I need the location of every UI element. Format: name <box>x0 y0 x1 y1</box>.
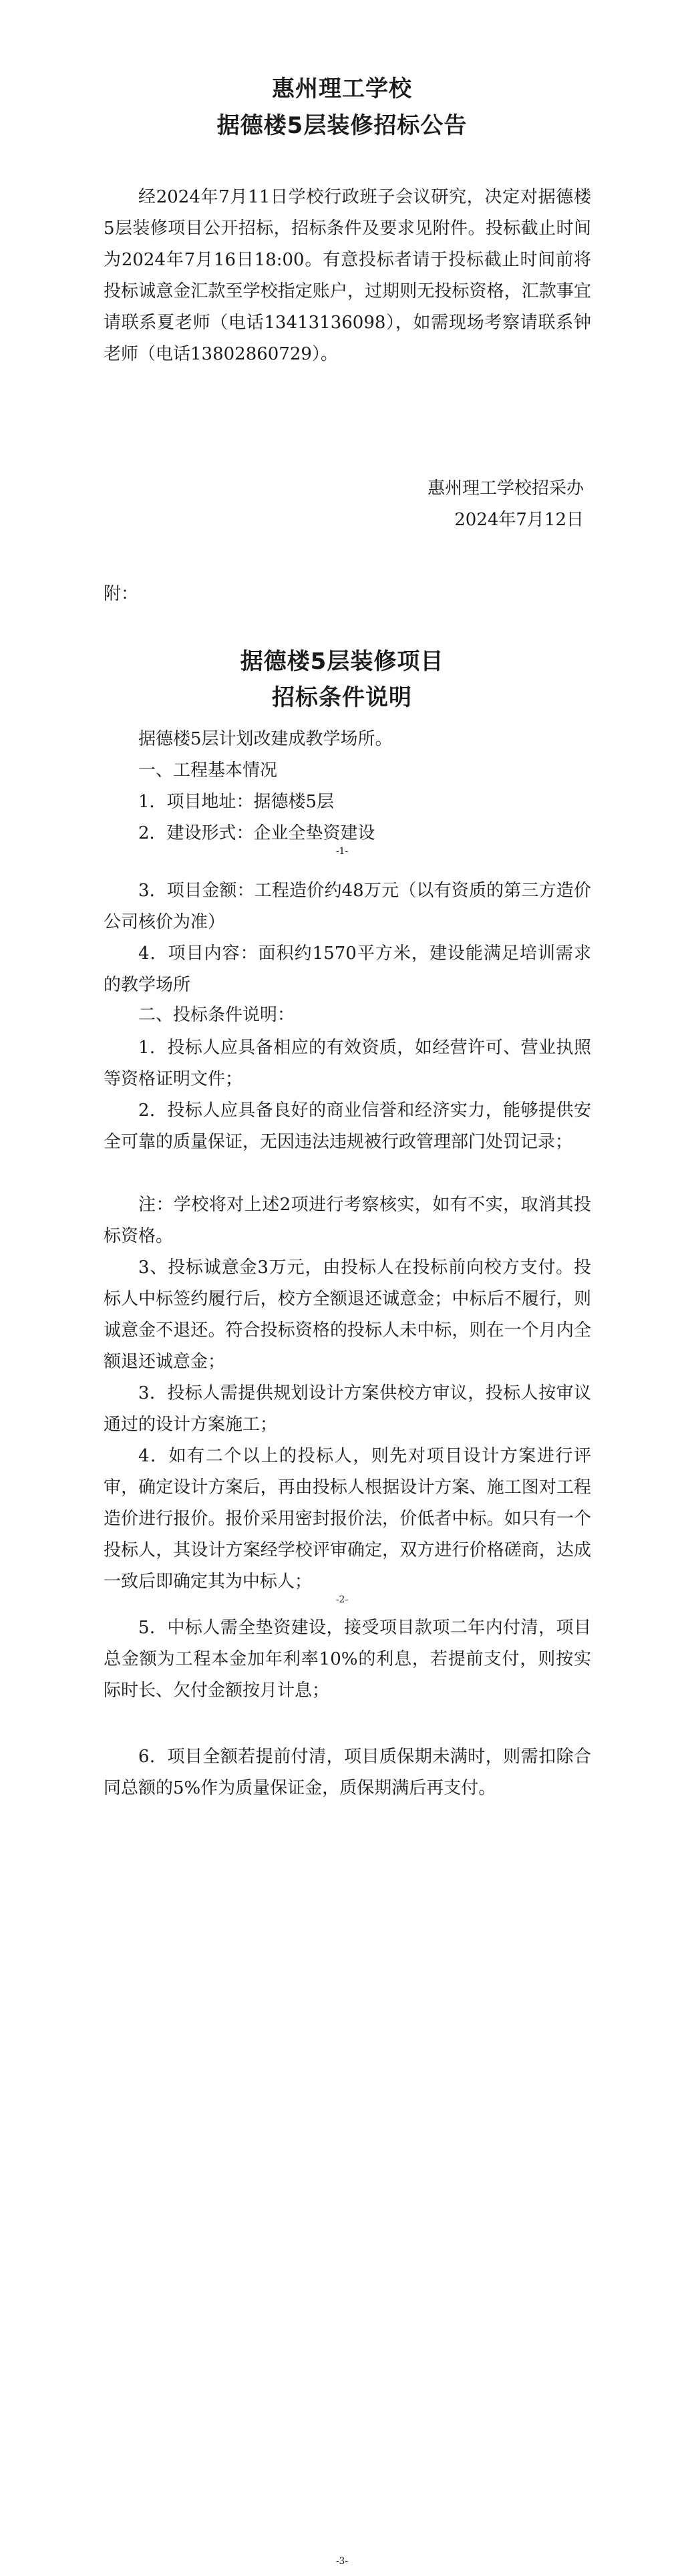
item-2-construction-form: 2．建设形式：企业全垫资建设 <box>138 823 375 843</box>
condition-1: 1．投标人应具备相应的有效资质，如经营许可、营业执照等资格证明文件； <box>104 1038 591 1089</box>
section-2-heading: 二、投标条件说明： <box>138 1005 295 1025</box>
condition-2: 2．投标人应具备良好的商业信誉和经济实力，能够提供安全可靠的质量保证，无因违法违规被行政管理部门处罚记录； <box>104 1101 591 1152</box>
terms-title-conditions: 招标条件说明 <box>272 684 412 711</box>
page-number-2: -2- <box>335 1594 349 1605</box>
attachment-label: 附： <box>104 584 139 604</box>
section-1-heading: 一、工程基本情况 <box>138 760 278 780</box>
page-number-3: -3- <box>335 2556 349 2567</box>
terms-intro: 据德楼5层计划改建成教学场所。 <box>138 729 393 749</box>
terms-title-project: 据德楼5层装修项目 <box>240 648 444 675</box>
notice-date: 2024年7月12日 <box>454 510 584 530</box>
notice-title-school: 惠州理工学校 <box>272 76 412 102</box>
item-1-address: 1．项目地址：据德楼5层 <box>138 792 335 812</box>
document-page-3 <box>0 1717 684 2576</box>
condition-5: 5．中标人需全垫资建设，接受项目款项二年内付清，项目总金额为工程本金加年利率10%的利息，若提前支付，则按实际时长、欠付金额按月计息； <box>104 1618 591 1701</box>
condition-6: 6．项目全额若提前付清，项目质保期未满时，则需扣除合同总额的5%作为质量保证金，质保期满后再支付。 <box>104 1747 591 1798</box>
note: 注：学校将对上述2项进行考察核实，如有不实，取消其投标资格。 <box>104 1195 591 1246</box>
item-4-content: 4．项目内容：面积约1570平方米，建设能满足培训需求的教学场所 <box>104 944 591 995</box>
notice-title-project: 据德楼5层装修招标公告 <box>216 112 468 139</box>
item-3-amount: 3．项目金额：工程造价约48万元（以有资质的第三方造价公司核价为准） <box>104 881 591 932</box>
notice-issuer: 惠州理工学校招采办 <box>427 478 584 498</box>
document-page-1 <box>0 0 684 859</box>
condition-3-deposit: 3、投标诚意金3万元，由投标人在投标前向校方支付。投标人中标签约履行后，校方全额退还诚意金；中标后不履行，则诚意金不退还。符合投标资格的投标人未中标，则在一个月内全额退还诚意金； <box>104 1258 591 1372</box>
condition-4: 4．如有二个以上的投标人，则先对项目设计方案进行评审，确定设计方案后，再由投标人根据设计方案、施工图对工程造价进行报价。报价采用密封报价法，价低者中标。如只有一个投标人，其设计方案经学校评审确定，双方进行价格磋商，达成一致后即确定其为中标人； <box>104 1446 591 1592</box>
condition-3-design: 3．投标人需提供规划设计方案供校方审议，投标人按审议通过的设计方案施工； <box>104 1383 591 1435</box>
notice-body: 经2024年7月11日学校行政班子会议研究，决定对据德楼5层装修项目公开招标，招标条件及要求见附件。投标截止时间为2024年7月16日18:00。有意投标者请于投标截止时间前将投标诚意金汇款至学校指定账户，过期则无投标资格，汇款事宜请联系夏老师（电话13413136098），如需现场考察请联系钟老师（电话13802860729）。 <box>104 187 591 364</box>
page-number-1: -1- <box>335 846 349 857</box>
document-page-2 <box>0 859 684 1717</box>
